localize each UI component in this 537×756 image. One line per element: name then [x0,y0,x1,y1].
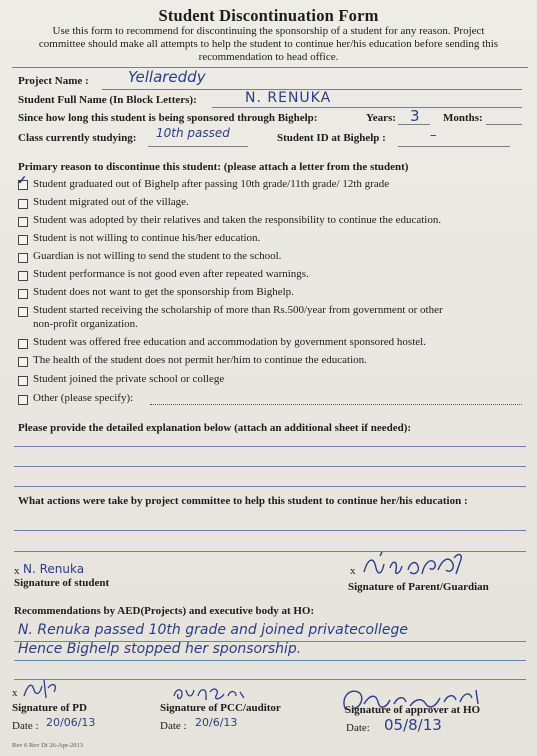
pcc-signature-label: Signature of PCC/auditor [160,702,281,714]
reason-adopted-label: Student was adopted by their relatives and taken the responsibility to continue the education. [33,214,442,226]
reason-health-label: The health of the student does not permit her/him to continue the education. [33,354,367,366]
form-title: Student Discontinuation Form [158,6,379,25]
student-signature-written[interactable]: N. Renuka [23,562,85,576]
class-value[interactable]: 10th passed [156,126,230,140]
years-line [398,124,430,125]
class-line [148,146,248,147]
student-name-line [212,107,522,108]
actions-heading: What actions were take by project committee to help this student to continue her/his education : [18,495,468,507]
student-id-line [398,146,510,147]
student-name-value[interactable]: N. RENUKA [245,90,332,106]
class-label: Class currently studying: [18,132,137,144]
intro-divider [12,67,528,68]
reason-checkbox-health[interactable] [18,357,28,367]
project-name-label: Project Name : [18,75,89,87]
years-label: Years: [366,112,396,124]
explanation-heading: Please provide the detailed explanation below (attach an additional sheet if needed): [18,422,412,434]
student-id-label: Student ID at Bighelp : [277,132,386,144]
recommendation-text-2[interactable]: Hence Bighelp stopped her sponsorship. [18,641,302,657]
reason-migrated-label: Student migrated out of the village. [33,196,189,208]
sponsored-duration-label: Since how long this student is being sponsored through Bighelp: [18,112,318,124]
reason-checkbox-no-sponsorship[interactable] [18,289,28,299]
months-line [486,124,522,125]
recommendations-heading: Recommendations by AED(Projects) and executive body at HO: [14,605,315,617]
pd-signature-prefix: x [12,687,18,699]
years-value[interactable]: 3 [410,107,420,125]
student-signature-label: Signature of student [14,577,110,589]
approver-date-value[interactable]: 05/8/13 [384,716,442,734]
pd-date-value[interactable]: 20/06/13 [46,716,96,729]
explanation-line-3[interactable] [14,486,526,487]
check-mark-icon: ✓ [17,173,28,187]
reason-checkbox-scholarship[interactable] [18,307,28,317]
pd-date-label: Date : [12,720,39,732]
explanation-line-1[interactable] [14,446,526,447]
recommendation-text-1[interactable]: N. Renuka passed 10th grade and joined privatecollege [18,622,409,638]
pd-signature-scribble[interactable] [20,676,64,702]
reason-not-willing-label: Student is not willing to continue his/her education. [33,232,261,244]
approver-date-label: Date: [346,722,370,734]
reason-no-sponsorship-label: Student does not want to get the sponsorship from Bighelp. [33,286,294,298]
reason-graduated-label: Student graduated out of Bighelp after passing 10th grade/11th grade/ 12th grade [33,178,390,190]
reason-other-label: Other (please specify): [33,392,134,404]
project-name-value[interactable]: Yellareddy [128,68,206,86]
parent-signature-scribble[interactable] [360,548,470,582]
reason-checkbox-performance[interactable] [18,271,28,281]
parent-signature-prefix: x [350,565,356,577]
reason-checkbox-hostel[interactable] [18,339,28,349]
recommendation-line-2 [14,660,526,661]
reason-checkbox-guardian[interactable] [18,253,28,263]
reason-performance-label: Student performance is not good even after repeated warnings. [33,268,309,280]
intro-line-3: recommendation to head office. [198,51,339,64]
form-intro [12,25,525,65]
reason-scholarship-label: Student started receiving the scholarship of more than Rs.500/year from government or other [33,304,443,316]
pd-signature-label: Signature of PD [12,702,87,714]
reason-hostel-label: Student was offered free education and accommodation by government sponsored hostel. [33,336,426,348]
pcc-signature-scribble[interactable] [170,682,250,704]
reason-checkbox-not-willing[interactable] [18,235,28,245]
intro-line-1: Use this form to recommend for discontinuing the sponsorship of a student for any reason. Project [52,25,485,37]
student-id-value[interactable]: – [430,128,437,143]
months-label: Months: [443,112,483,124]
other-specify-line[interactable] [150,404,522,405]
revision-footer: Rev 6 Rev Dt 26-Apr-2013 [12,742,83,749]
reasons-heading: Primary reason to discontinue this student: (please attach a letter from the student) [18,161,409,173]
reason-checkbox-migrated[interactable] [18,199,28,209]
intro-line-2: committee should make all attempts to help the student to continue her/his education before sending this [38,38,499,51]
approver-signature-label: Signature of approver at HO [345,704,481,716]
reason-checkbox-private-school[interactable] [18,376,28,386]
pcc-date-value[interactable]: 20/6/13 [195,716,238,729]
actions-line-1[interactable] [14,530,526,531]
pcc-date-label: Date : [160,720,187,732]
student-signature-prefix: x [14,565,20,577]
reason-checkbox-other[interactable] [18,395,28,405]
reason-private-school-label: Student joined the private school or college [33,373,225,385]
student-name-label: Student Full Name (In Block Letters): [18,94,197,106]
reason-guardian-label: Guardian is not willing to send the student to the school. [33,250,282,262]
explanation-line-2[interactable] [14,466,526,467]
reason-scholarship-label-2: non-profit organization. [33,318,138,330]
parent-signature-label: Signature of Parent/Guardian [348,581,489,593]
reason-checkbox-adopted[interactable] [18,217,28,227]
